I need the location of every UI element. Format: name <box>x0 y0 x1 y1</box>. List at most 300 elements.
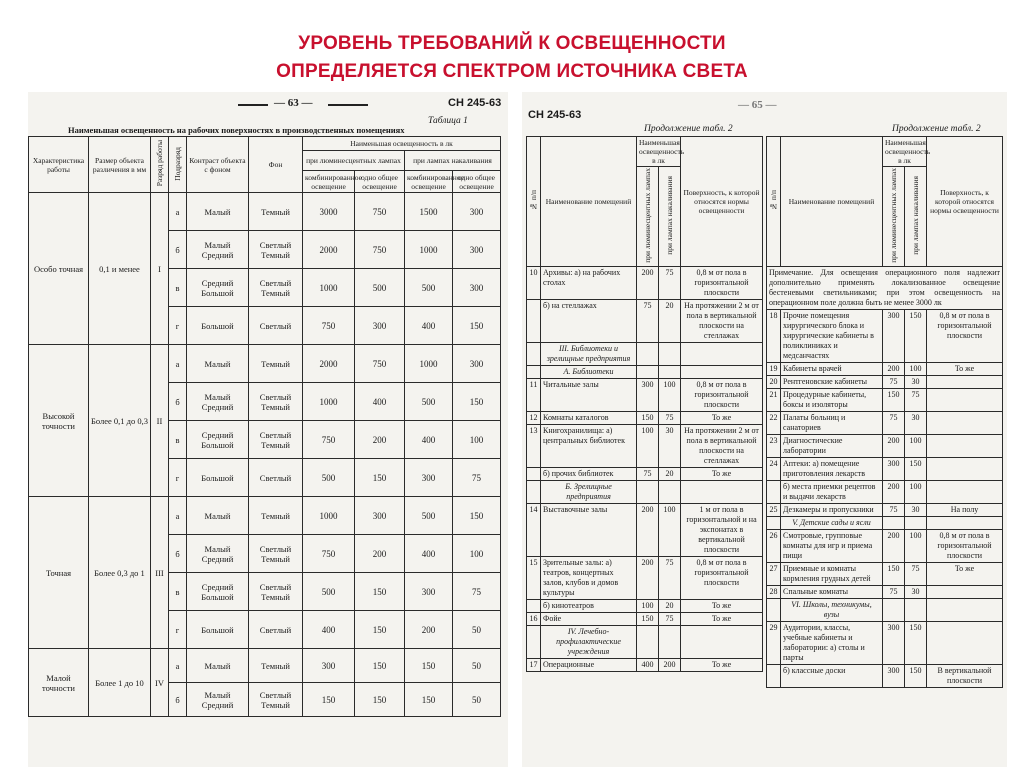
col-category: Разряд работы <box>151 137 169 193</box>
title-line-1: УРОВЕНЬ ТРЕБОВАНИЙ К ОСВЕЩЕННОСТИ <box>298 33 726 54</box>
illuminance-value: 500 <box>405 383 453 421</box>
surface-cell <box>927 480 1003 503</box>
illuminance-value: 1000 <box>303 497 355 535</box>
col-surface: Поверхность, к которой относятся нормы освещенности <box>681 137 763 267</box>
illuminance-value: 150 <box>453 307 501 345</box>
row-number: 29 <box>767 621 781 664</box>
illuminance-lum: 150 <box>637 411 659 424</box>
subcategory-cell: в <box>169 573 187 611</box>
illuminance-value: 400 <box>355 383 405 421</box>
illuminance-value: 1500 <box>405 193 453 231</box>
surface-cell: На полу <box>927 503 1003 516</box>
table-row <box>527 411 763 424</box>
illuminance-value: 300 <box>355 497 405 535</box>
room-name-cell: б) кинотеатров <box>541 599 637 612</box>
surface-cell <box>681 480 763 503</box>
table-row <box>767 664 1003 687</box>
background-cell: Светлый Темный <box>249 573 303 611</box>
illuminance-lum: 150 <box>637 612 659 625</box>
table-row <box>767 598 1003 621</box>
row-number: 17 <box>527 658 541 671</box>
illuminance-value: 50 <box>453 683 501 717</box>
object-size-cell: Более 1 до 10 <box>89 649 151 717</box>
title-line-2: ОПРЕДЕЛЯЕТСЯ СПЕКТРОМ ИСТОЧНИКА СВЕТА <box>276 61 748 82</box>
illuminance-lum <box>637 342 659 365</box>
room-name-cell: Фойе <box>541 612 637 625</box>
row-number: 14 <box>527 503 541 556</box>
room-name-cell: Процедурные кабинеты, боксы и изоляторы <box>781 388 883 411</box>
illuminance-lum: 200 <box>883 480 905 503</box>
room-name-cell: Комнаты каталогов <box>541 411 637 424</box>
category-cell: IV <box>151 649 169 717</box>
characteristic-cell: Малой точности <box>29 649 89 717</box>
illuminance-lum: 200 <box>637 266 659 299</box>
subcategory-cell: г <box>169 307 187 345</box>
illuminance-inc <box>659 342 681 365</box>
characteristic-cell: Особо точная <box>29 193 89 345</box>
table-row <box>767 375 1003 388</box>
illuminance-value: 300 <box>355 307 405 345</box>
illuminance-lum: 75 <box>883 585 905 598</box>
table-row <box>767 585 1003 598</box>
table-row <box>767 309 1003 362</box>
row-number: 27 <box>767 562 781 585</box>
surface-cell <box>927 516 1003 529</box>
table-row <box>767 480 1003 503</box>
col-num: № п/п <box>527 137 541 267</box>
illuminance-inc: 75 <box>659 556 681 599</box>
illuminance-value: 75 <box>453 459 501 497</box>
room-name-cell: Аптеки: а) помещение приготовления лекарств <box>781 457 883 480</box>
room-name-cell: Диагностические лаборатории <box>781 434 883 457</box>
illuminance-value: 150 <box>355 459 405 497</box>
illuminance-lum: 200 <box>883 434 905 457</box>
row-number: 10 <box>527 266 541 299</box>
room-name-cell: б) классные доски <box>781 664 883 687</box>
surface-cell <box>681 625 763 658</box>
illuminance-lum: 75 <box>637 467 659 480</box>
subcategory-cell: г <box>169 611 187 649</box>
illuminance-value: 150 <box>355 611 405 649</box>
illuminance-value: 1000 <box>303 269 355 307</box>
illuminance-value: 150 <box>453 383 501 421</box>
surface-cell: В вертикальной плоскости <box>927 664 1003 687</box>
col-background: Фон <box>249 137 303 193</box>
contrast-cell: Малый Средний <box>187 535 249 573</box>
illuminance-lum: 300 <box>883 457 905 480</box>
illuminance-value: 100 <box>453 421 501 459</box>
object-size-cell: Более 0,3 до 1 <box>89 497 151 649</box>
illuminance-lum: 75 <box>883 375 905 388</box>
contrast-cell: Большой <box>187 459 249 497</box>
room-name-cell: Приемные и комнаты кормления грудных детей <box>781 562 883 585</box>
illuminance-lum: 200 <box>883 362 905 375</box>
illuminance-inc: 150 <box>905 309 927 362</box>
room-name-cell: Выставочные залы <box>541 503 637 556</box>
illuminance-value: 150 <box>405 683 453 717</box>
col-num: № п/п <box>767 137 781 267</box>
surface-cell: 0,8 м от пола в горизонтальной плоскости <box>681 378 763 411</box>
table-row <box>29 497 501 535</box>
row-number: 22 <box>767 411 781 434</box>
background-cell: Светлый Темный <box>249 683 303 717</box>
illuminance-value: 750 <box>355 193 405 231</box>
illuminance-inc: 30 <box>905 375 927 388</box>
col-lum: при люминесцентных лампах <box>637 167 659 267</box>
row-number: 21 <box>767 388 781 411</box>
illuminance-inc: 150 <box>905 621 927 664</box>
table-row <box>767 529 1003 562</box>
surface-cell <box>681 342 763 365</box>
illuminance-value: 750 <box>303 535 355 573</box>
illuminance-inc: 20 <box>659 467 681 480</box>
subcategory-cell: а <box>169 497 187 535</box>
illuminance-lum: 200 <box>883 529 905 562</box>
illuminance-inc <box>905 516 927 529</box>
illumination-table-2-right <box>766 136 1003 688</box>
note: Примечание. Для освещения операционного поля надлежит дополнительно применять локализованное освещение бестеневыми светильниками; при этом освещенность на операционном поле должна быть не менее 3000 лк <box>767 266 1003 309</box>
contrast-cell: Большой <box>187 307 249 345</box>
table-caption: Наименьшая освещенность на рабочих поверхностях в производственных помещениях <box>68 125 405 135</box>
room-name-cell: б) на стеллажах <box>541 299 637 342</box>
col-illum: Наименьшая освещенность в лк <box>883 137 927 167</box>
illuminance-value: 300 <box>453 269 501 307</box>
contrast-cell: Малый <box>187 193 249 231</box>
surface-cell <box>681 365 763 378</box>
contrast-cell: Малый Средний <box>187 683 249 717</box>
illuminance-inc: 150 <box>905 457 927 480</box>
table-row <box>767 503 1003 516</box>
illuminance-value: 50 <box>453 611 501 649</box>
row-number: 12 <box>527 411 541 424</box>
row-number <box>767 480 781 503</box>
row-number <box>767 664 781 687</box>
subcategory-cell: б <box>169 383 187 421</box>
room-name-cell: А. Библиотеки <box>541 365 637 378</box>
table-row <box>527 424 763 467</box>
illuminance-lum: 300 <box>883 664 905 687</box>
surface-cell <box>927 388 1003 411</box>
illuminance-value: 300 <box>405 573 453 611</box>
row-number: 11 <box>527 378 541 411</box>
illuminance-inc: 75 <box>905 388 927 411</box>
illuminance-value: 200 <box>355 421 405 459</box>
row-number <box>527 599 541 612</box>
illuminance-value: 500 <box>405 269 453 307</box>
surface-cell: То же <box>681 467 763 480</box>
illuminance-lum: 300 <box>883 309 905 362</box>
subcategory-cell: а <box>169 649 187 683</box>
row-number <box>527 299 541 342</box>
doc-id: СН 245-63 <box>528 109 582 121</box>
row-number: 20 <box>767 375 781 388</box>
illuminance-inc: 75 <box>659 266 681 299</box>
illuminance-value: 150 <box>405 649 453 683</box>
background-cell: Светлый Темный <box>249 231 303 269</box>
illuminance-inc: 100 <box>659 378 681 411</box>
background-cell: Темный <box>249 345 303 383</box>
table-row <box>767 621 1003 664</box>
illuminance-inc: 20 <box>659 599 681 612</box>
illuminance-value: 1000 <box>303 383 355 421</box>
illuminance-inc: 75 <box>659 612 681 625</box>
surface-cell: То же <box>927 362 1003 375</box>
room-name-cell: Б. Зрелищные предприятия <box>541 480 637 503</box>
background-cell: Светлый Темный <box>249 535 303 573</box>
illuminance-lum: 400 <box>637 658 659 671</box>
room-name-cell: Прочие помещения хирургического блока и хирургические кабинеты в поликлиниках и медсанчастях <box>781 309 883 362</box>
row-number: 23 <box>767 434 781 457</box>
characteristic-cell: Точная <box>29 497 89 649</box>
illuminance-lum: 75 <box>637 299 659 342</box>
table-row <box>767 516 1003 529</box>
surface-cell <box>927 585 1003 598</box>
illuminance-lum: 300 <box>637 378 659 411</box>
background-cell: Темный <box>249 649 303 683</box>
col-combined-lum: комбинированное освещение <box>303 171 355 193</box>
table-row <box>767 388 1003 411</box>
slide-title <box>0 30 1024 86</box>
row-number: 15 <box>527 556 541 599</box>
surface-cell <box>927 457 1003 480</box>
illuminance-value: 75 <box>453 573 501 611</box>
illuminance-inc: 30 <box>905 411 927 434</box>
subcategory-cell: а <box>169 193 187 231</box>
room-name-cell: Зрительные залы: а) театров, концертных залов, клубов и домов культуры <box>541 556 637 599</box>
continuation-label: Продолжение табл. 2 <box>892 124 981 134</box>
col-inc: при лампах накаливания <box>905 167 927 267</box>
table-row <box>767 562 1003 585</box>
table-row <box>527 480 763 503</box>
col-inc: при лампах накаливания <box>659 167 681 267</box>
surface-cell <box>927 375 1003 388</box>
surface-cell: 1 м от пола в горизонтальной и на экспонатах в вертикальной плоскости <box>681 503 763 556</box>
illuminance-lum: 200 <box>637 503 659 556</box>
table-row <box>767 434 1003 457</box>
background-cell: Светлый <box>249 611 303 649</box>
room-name-cell: IV. Лечебно-профилактические учреждения <box>541 625 637 658</box>
row-number <box>767 598 781 621</box>
illuminance-value: 3000 <box>303 193 355 231</box>
illuminance-value: 300 <box>303 649 355 683</box>
illuminance-value: 200 <box>355 535 405 573</box>
row-number <box>527 480 541 503</box>
illuminance-inc: 20 <box>659 299 681 342</box>
row-number <box>767 516 781 529</box>
room-name-cell: VI. Школы, техникумы, вузы <box>781 598 883 621</box>
table-row <box>29 649 501 683</box>
room-name-cell: Дезкамеры и пропускники <box>781 503 883 516</box>
illuminance-value: 400 <box>405 307 453 345</box>
contrast-cell: Средний Большой <box>187 421 249 459</box>
col-illum: Наименьшая освещенность в лк <box>637 137 681 167</box>
table-row <box>767 457 1003 480</box>
contrast-cell: Малый Средний <box>187 383 249 421</box>
room-name-cell: Книгохранилища: а) центральных библиотек <box>541 424 637 467</box>
table-row <box>527 378 763 411</box>
doc-id: СН 245-63 <box>448 97 502 109</box>
illumination-table-2-left <box>526 136 763 672</box>
table-row <box>527 503 763 556</box>
col-lum: при люминесцентных лампах <box>883 167 905 267</box>
table-row <box>527 342 763 365</box>
contrast-cell: Средний Большой <box>187 573 249 611</box>
illuminance-value: 500 <box>405 497 453 535</box>
illuminance-value: 300 <box>453 231 501 269</box>
table-row <box>527 599 763 612</box>
illuminance-value: 750 <box>303 421 355 459</box>
contrast-cell: Малый Средний <box>187 231 249 269</box>
surface-cell: То же <box>681 612 763 625</box>
col-incandescent: при лампах накаливания <box>405 151 501 171</box>
right-page-scan <box>522 92 1007 767</box>
illuminance-value: 200 <box>405 611 453 649</box>
illuminance-lum: 100 <box>637 599 659 612</box>
subcategory-cell: в <box>169 421 187 459</box>
illuminance-value: 500 <box>303 459 355 497</box>
illuminance-lum <box>637 625 659 658</box>
table-row <box>29 345 501 383</box>
illuminance-lum <box>883 598 905 621</box>
illuminance-inc: 100 <box>905 362 927 375</box>
row-number <box>527 365 541 378</box>
left-page-scan <box>28 92 508 767</box>
surface-cell <box>927 598 1003 621</box>
illuminance-value: 300 <box>405 459 453 497</box>
col-object-size: Размер объекта различения в мм <box>89 137 151 193</box>
category-cell: III <box>151 497 169 649</box>
illuminance-lum: 300 <box>883 621 905 664</box>
table-row <box>527 612 763 625</box>
room-name-cell: Смотровые, групповые комнаты для игр и приема пищи <box>781 529 883 562</box>
illuminance-inc: 100 <box>659 503 681 556</box>
col-room-name: Наименование помещений <box>781 137 883 267</box>
illuminance-inc: 30 <box>905 585 927 598</box>
subcategory-cell: б <box>169 683 187 717</box>
illuminance-value: 150 <box>303 683 355 717</box>
col-room-name: Наименование помещений <box>541 137 637 267</box>
illuminance-value: 750 <box>355 345 405 383</box>
surface-cell: На протяжении 2 м от пола в вертикальной плоскости на стеллажах <box>681 424 763 467</box>
row-number: 19 <box>767 362 781 375</box>
category-cell: I <box>151 193 169 345</box>
subcategory-cell: в <box>169 269 187 307</box>
table-label: Таблица 1 <box>428 116 468 126</box>
divider <box>238 104 268 106</box>
row-number: 26 <box>767 529 781 562</box>
illuminance-inc: 100 <box>905 529 927 562</box>
surface-cell <box>927 411 1003 434</box>
illuminance-inc: 100 <box>905 480 927 503</box>
room-name-cell: б) прочих библиотек <box>541 467 637 480</box>
illuminance-inc <box>659 480 681 503</box>
illuminance-value: 300 <box>453 193 501 231</box>
row-number <box>527 342 541 365</box>
col-subcategory: Подразряд <box>169 137 187 193</box>
room-name-cell: Спальные комнаты <box>781 585 883 598</box>
illuminance-inc: 30 <box>905 503 927 516</box>
illuminance-value: 750 <box>355 231 405 269</box>
room-name-cell: Палаты больниц и санаториев <box>781 411 883 434</box>
illuminance-value: 150 <box>355 649 405 683</box>
col-luminescent: при люминесцентных лампах <box>303 151 405 171</box>
illuminance-value: 50 <box>453 649 501 683</box>
table-row <box>767 411 1003 434</box>
illuminance-lum <box>637 365 659 378</box>
category-cell: II <box>151 345 169 497</box>
continuation-label: Продолжение табл. 2 <box>644 124 733 134</box>
illuminance-lum: 150 <box>883 562 905 585</box>
table-row <box>527 365 763 378</box>
row-number: 24 <box>767 457 781 480</box>
illuminance-value: 100 <box>453 535 501 573</box>
room-name-cell: Читальные залы <box>541 378 637 411</box>
illuminance-lum <box>637 480 659 503</box>
table-row <box>29 193 501 231</box>
surface-cell: На протяжении 2 м от пола в вертикальной плоскости на стеллажах <box>681 299 763 342</box>
object-size-cell: 0,1 и менее <box>89 193 151 345</box>
subcategory-cell: г <box>169 459 187 497</box>
background-cell: Светлый Темный <box>249 383 303 421</box>
col-characteristic: Характеристика работы <box>29 137 89 193</box>
illuminance-value: 750 <box>303 307 355 345</box>
illuminance-inc: 75 <box>659 411 681 424</box>
row-number: 13 <box>527 424 541 467</box>
illumination-table-1 <box>28 136 501 717</box>
row-number: 25 <box>767 503 781 516</box>
subcategory-cell: а <box>169 345 187 383</box>
illuminance-inc: 30 <box>659 424 681 467</box>
illuminance-lum <box>883 516 905 529</box>
illuminance-value: 2000 <box>303 345 355 383</box>
illuminance-value: 1000 <box>405 345 453 383</box>
page-number: — 63 — <box>274 97 313 109</box>
contrast-cell: Малый <box>187 345 249 383</box>
illuminance-value: 150 <box>355 573 405 611</box>
subcategory-cell: б <box>169 231 187 269</box>
table-row <box>527 299 763 342</box>
background-cell: Светлый <box>249 307 303 345</box>
illuminance-inc: 75 <box>905 562 927 585</box>
col-illum-group: Наименьшая освещенность в лк <box>303 137 501 151</box>
contrast-cell: Малый <box>187 497 249 535</box>
illuminance-inc: 150 <box>905 664 927 687</box>
table-row <box>527 266 763 299</box>
illuminance-value: 150 <box>453 497 501 535</box>
surface-cell <box>927 434 1003 457</box>
row-number <box>527 625 541 658</box>
illuminance-lum: 150 <box>883 388 905 411</box>
table-row <box>527 467 763 480</box>
room-name-cell: Кабинеты врачей <box>781 362 883 375</box>
room-name-cell: V. Детские сады и ясли <box>781 516 883 529</box>
row-number: 18 <box>767 309 781 362</box>
table-row <box>527 658 763 671</box>
illuminance-value: 2000 <box>303 231 355 269</box>
contrast-cell: Средний Большой <box>187 269 249 307</box>
illuminance-lum: 75 <box>883 503 905 516</box>
illuminance-lum: 75 <box>883 411 905 434</box>
background-cell: Светлый <box>249 459 303 497</box>
surface-cell: 0,8 м от пола в горизонтальной плоскости <box>927 309 1003 362</box>
illuminance-value: 500 <box>303 573 355 611</box>
divider <box>328 104 368 106</box>
illuminance-lum: 100 <box>637 424 659 467</box>
surface-cell: 0,8 м от пола в горизонтальной плоскости <box>927 529 1003 562</box>
background-cell: Темный <box>249 497 303 535</box>
surface-cell: То же <box>681 658 763 671</box>
contrast-cell: Большой <box>187 611 249 649</box>
